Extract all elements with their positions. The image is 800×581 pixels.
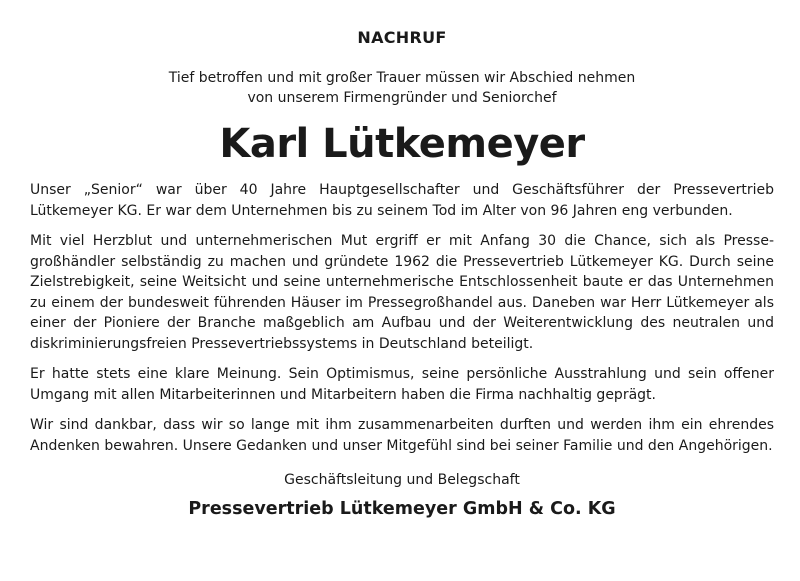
- intro-line-2: von unserem Firmengründer und Seniorchef: [247, 90, 557, 106]
- signoff: Geschäftsleitung und Belegschaft: [284, 472, 520, 488]
- company-name: Pressevertrieb Lütkemeyer GmbH & Co. KG: [188, 499, 616, 519]
- intro-line-1: Tief betroffen und mit großer Trauer müssen wir Abschied nehmen: [168, 70, 636, 86]
- notice-heading: NACHRUF: [357, 28, 447, 47]
- paragraph-4: Wir sind dankbar, dass wir so lange mit ihm zusammenarbeiten durften und werden ihm ein ehrendes Andenken bewahren. Unsere Gedanken und unser Mitgefühl sind bei seiner Familie und den Angehörigen.: [30, 417, 774, 454]
- paragraph-1: Unser „Senior“ war über 40 Jahre Hauptgesellschafter und Geschäftsführer der Pressevertrieb Lütkemeyer KG. Er war dem Unternehmen bis zu seinem Tod im Alter von 96 Jahren eng verbunden.: [30, 182, 774, 219]
- paragraph-2: Mit viel Herzblut und unternehmerischen Mut ergriff er mit Anfang 30 die Chance, sich als Pressegroßhändler selbständig zu machen und gründete 1962 die Pressevertrieb Lütkemeyer KG. Durch seine Zielstrebigkeit, seine Weitsicht und seine unternehmerische Entschlossenheit baute er das Unternehmen zu einem der bundesweit führenden Häuser im Pressegroßhandel aus. Daneben war Herr Lütkemeyer als einer der Pioniere der Branche maßgeblich am Aufbau und der Weiterentwicklung des neutralen und diskriminierungsfreien Pressevertriebssystems in Deutschland beteiligt.: [30, 233, 774, 352]
- paragraph-3: Er hatte stets eine klare Meinung. Sein Optimismus, seine persönliche Ausstrahlung und sein offener Umgang mit allen Mitarbeiterinnen und Mitarbeitern haben die Firma nachhaltig geprägt.: [30, 366, 774, 403]
- deceased-name: Karl Lütkemeyer: [219, 121, 585, 167]
